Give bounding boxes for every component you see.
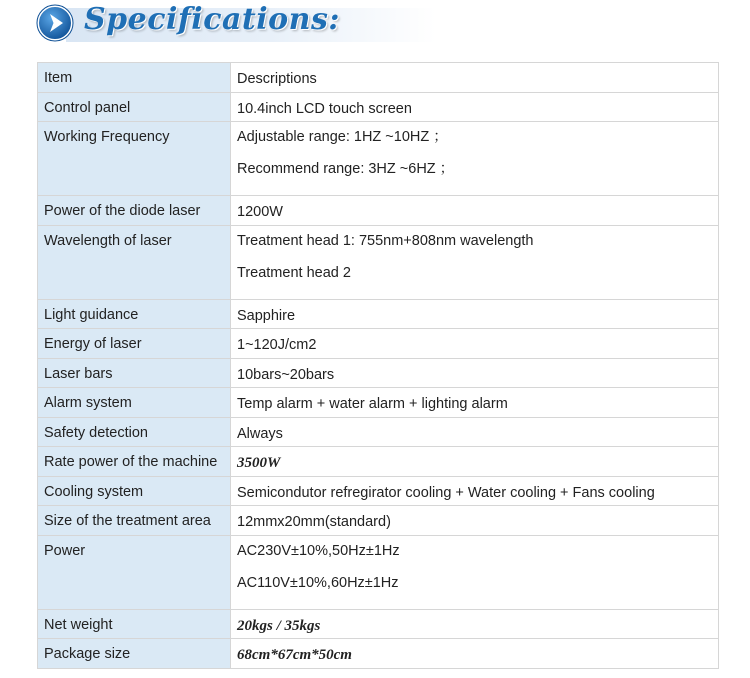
row-value — [231, 225, 719, 299]
table-row — [38, 63, 719, 93]
row-label: Safety detection — [38, 417, 231, 447]
value-line: Treatment head 2 — [237, 264, 351, 281]
row-value — [231, 535, 719, 609]
row-value — [231, 639, 719, 669]
value-line: 10.4inch LCD touch screen — [237, 100, 412, 117]
table-row — [38, 299, 719, 329]
row-value — [231, 92, 719, 122]
value-line: 68cm*67cm*50cm — [237, 647, 352, 663]
value-line: 10bars~20bars — [237, 366, 335, 383]
table-row — [38, 609, 719, 639]
table-row — [38, 535, 719, 609]
value-line: 12mmx20mm(standard) — [237, 514, 391, 530]
row-value — [231, 63, 719, 93]
value-line: Recommend range: 3HZ ~6HZ ； — [237, 161, 455, 177]
value-line: Temp alarm + water alarm + lighting alarm — [237, 396, 508, 412]
row-value — [231, 388, 719, 418]
table-row — [38, 476, 719, 506]
row-value — [231, 122, 719, 196]
row-value — [231, 196, 719, 226]
row-value — [231, 417, 719, 447]
table-row — [38, 506, 719, 536]
row-value — [231, 447, 719, 477]
table-row — [38, 196, 719, 226]
row-label: Working Frequency — [38, 122, 231, 196]
value-line: 1~120J/cm2 — [237, 337, 317, 353]
row-label: Rate power of the machine — [38, 447, 231, 477]
value-line: Always — [237, 425, 283, 442]
specifications-table — [37, 62, 719, 669]
row-label: Net weight — [38, 609, 231, 639]
table-row — [38, 122, 719, 196]
row-label: Control panel — [38, 92, 231, 122]
table-row — [38, 417, 719, 447]
value-line: AC230V±10%,50Hz±1Hz — [237, 542, 400, 559]
row-label: Alarm system — [38, 388, 231, 418]
value-line: Semicondutor refregirator cooling + Water cooling + Fans cooling — [237, 484, 655, 501]
row-value — [231, 506, 719, 536]
table-row — [38, 329, 719, 359]
row-label: Laser bars — [38, 358, 231, 388]
row-value — [231, 299, 719, 329]
table-row — [38, 388, 719, 418]
row-label: Cooling system — [38, 476, 231, 506]
row-value — [231, 358, 719, 388]
value-line: 20kgs / 35kgs — [237, 617, 321, 634]
specifications-banner — [36, 4, 436, 46]
value-line: Sapphire — [237, 307, 296, 324]
table-row — [38, 358, 719, 388]
row-label: Power — [38, 535, 231, 609]
table-row — [38, 639, 719, 669]
value-line: 1200W — [237, 204, 283, 220]
value-line: AC110V±10%,60Hz±1Hz — [237, 574, 399, 591]
play-arrow-icon — [36, 4, 74, 42]
row-value — [231, 609, 719, 639]
row-label: Power of the diode laser — [38, 196, 231, 226]
row-label: Package size — [38, 639, 231, 669]
table-row — [38, 92, 719, 122]
table-row — [38, 225, 719, 299]
value-line: Treatment head 1: 755nm+808nm wavelength — [237, 232, 534, 249]
value-line: Descriptions — [237, 71, 317, 87]
row-value — [231, 476, 719, 506]
row-label: Size of the treatment area — [38, 506, 231, 536]
row-label: Light guidance — [38, 299, 231, 329]
value-line: 3500W — [237, 455, 281, 471]
row-label: Item — [38, 63, 231, 93]
row-label: Energy of laser — [38, 329, 231, 359]
row-label: Wavelength of laser — [38, 225, 231, 299]
table-row — [38, 447, 719, 477]
page-title: Specifications: — [84, 2, 340, 37]
value-line: Adjustable range: 1HZ ~10HZ ； — [237, 129, 448, 145]
row-value — [231, 329, 719, 359]
